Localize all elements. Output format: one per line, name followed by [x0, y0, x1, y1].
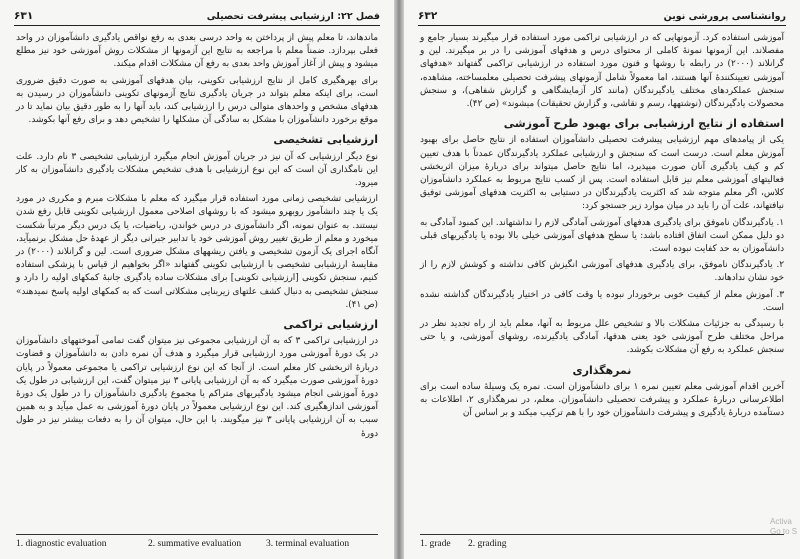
- paragraph: با رسیدگی به جزئیات مشکلات بالا و تشخیص علل مربوط به آنها، معلم باید از راه تجدید نظر در مراحل مختلف طرح آموزشی خود یعنی هدفها، آمادگی یادگیرنده، روشهای آموزشی، و یا حتی سنجش عملکرد به رفع آن مشکلات بکوشد.: [420, 319, 784, 356]
- running-title: روانشناسی پرورشی نوین: [663, 11, 786, 22]
- section-heading: ارزشیابی تشخیصی: [273, 133, 378, 147]
- footnotes: [420, 534, 784, 553]
- book-spine: [394, 0, 404, 559]
- right-page: [404, 0, 800, 559]
- footnotes: [16, 534, 378, 553]
- footnote: 2. summative evaluation: [148, 539, 242, 549]
- page-number: ۶۳۲: [418, 10, 438, 22]
- list-item: ۱. یادگیرندگان ناموفق برای یادگیری هدفهای آموزشی آمادگی لازم را نداشتهاند. این کمبود آمادگی به دو دلیل ممکن است اتفاق افتاده باشد: یا سطح هدفهای آموزشی خیلی بالا بوده یا یادگیریهای قبلی دانشآموزان به حد کفایت نبوده است.: [420, 217, 784, 255]
- footnote: 1. diagnostic evaluation: [16, 539, 107, 549]
- footnote: 3. terminal evaluation: [266, 539, 350, 549]
- activation-watermark: [770, 517, 798, 537]
- left-page: [0, 0, 394, 559]
- page-number: ۶۳۱: [14, 10, 34, 22]
- list-item: ۲. یادگیرندگان ناموفق، برای یادگیری هدفهای آموزشی انگیزش کافی نداشته و کوشش لازم را از خود نشان ندادهاند.: [420, 260, 784, 284]
- paragraph: ماندهاند، تا معلم پیش از پرداختن به واحد درسی بعدی به رفع نواقص یادگیری دانشآموزان در واحد فعلی بپردازد. ضمناً معلم با مراجعه به نتایج این آزمونها از مشکلات روش آموزشی خود نیز مطلع میشود و پیش از آغاز آموزش واحد بعدی به رفع آن مشکلات اقدام میکند.: [16, 33, 378, 70]
- page-body: [420, 32, 784, 423]
- watermark-line: Go to S: [770, 527, 798, 536]
- paragraph: ارزشیابی تشخیصی زمانی مورد استفاده قرار میگیرد که معلم با مشکلات مبرم و مکرری در مورد یک یا چند دانشآموز روبهرو میشود که با روشهای اصلاحی معمول ارزشیابی تکوینی قابل رفع شدن نیستند. به عنوان نمونه، اگر دانشآموزی در درس خواندن، ریاضیات، یا یک درس دیگر مرتباً شکست میخورد و معلم از طریق تغییر روش آموزشی خود یا تدابیر جبرانی دیگر از عهدهٔ حل مشکل برنمیآید، آنگاه اجرای یک آزمون تشخیصی و یافتن ریشههای مشکل ضروری است. لین و گرانلاند (۲۰۰۰) در مقایسهٔ ارزشیابی تشخیصی با ارزشیابی تکوینی گفتهاند «اگر بخواهیم از قیاس با پزشکی استفاده کنیم، سنجش تکوینی [ارزشیابی تکوینی] برای مشکلات ساده یادگیری جانبهٔ کمکهای اولیه را دارد و سنجش تشخیصی به دنبال کشف علتهای زیربنایی مشکلاتی است که به کمکهای اولیه پاسخ نمیدهند» (ص ۴۱).: [16, 194, 378, 310]
- section-heading: استفاده از نتایج ارزشیابی برای بهبود طرح آموزشی: [503, 117, 784, 131]
- section-heading: نمرهگذاری: [572, 363, 632, 377]
- page-body: [16, 32, 378, 444]
- footnote: 1. grade: [420, 539, 451, 549]
- section-heading: ارزشیابی تراکمی: [283, 318, 378, 332]
- paragraph: در ارزشیابی تراکمی ۳ که به آن ارزشیابی مجموعی نیز میتوان گفت تمامی آموختههای دانشآموزان در یک دورهٔ آموزشی مورد ارزشیابی قرار میگیرد و هدف آن نمره دادن به دانشآموزان و قضاوت دربارهٔ اثربخشی کار معلم است. از آنجا که این نوع ارزشیابی تراکمی یا مجموعی معمولاً در پایان دورهٔ آموزشی صورت میگیرد که به آن ارزشیابی پایانی ۳ نیز میتوان گفت، این ارزشیابی در طول یک دورهٔ آموزشی انجام میشود یادگیریهای متراکم یا مجموع یادگیری دانشآموزان را در طول یک دورهٔ آموزشی اندازهگیری کند. این نوع ارزشیابی معمولاً در پایان دورهٔ آموزشی به عمل میآید و به همین سبب به آن ارزشیابی پایانی ۳ نیز میگویند. با این حال، میتوان آن را به دفعات بیشتر نیز در طول دورهٔ: [16, 336, 379, 439]
- paragraph: آخرین اقدام آموزشی معلم تعیین نمره ۱ برای دانشآموزان است. نمره یک وسیلهٔ ساده است برای اطلاعرسانی دربارهٔ عملکرد و پیشرفت تحصیلی دانشآموزان. معلم، در نمرهگذاری ۲، اطلاعات به دستآمده دربارهٔ یادگیری و پیشرفت دانشآموزان خود را با هم ترکیب میکند و بر اساس آن: [420, 381, 784, 419]
- footnote: 2. grading: [468, 539, 507, 549]
- paragraph: یکی از پیامدهای مهم ارزشیابی پیشرفت تحصیلی دانشآموزان استفاده از نتایج حاصل برای بهبود آموزش معلم است. درست است که سنجش و ارزشیابی عملکرد یادگیرندگان عمدتاً با هدف تعیین کم و کیف یادگیری آنان صورت میپذیرد، اما نتایج حاصل میتواند برای دربارهٔ میزان اثربخشی فعالیتهای آموزشی معلم نیز قابل استفاده است. پس از کسب نتایج مربوط به عملکرد دانشآموزان کلاس، اگر معلم متوجه شد که اکثریت یادگیرندگان در دستیابی به اکثریت هدفهای آموزشی توفیق نیافتهاند، علت آن را باید در میان موارد زیر جستجو کرد:: [420, 135, 784, 212]
- watermark-line: Activa: [770, 517, 792, 526]
- paragraph: برای بهرهگیری کامل از نتایج ارزشیابی تکوینی، بیان هدفهای آموزشی به صورت دقیق ضروری است، برای اینکه معلم بتواند در جریان یادگیری نتایج آزمونهای تکوینی دانشآموزان در رسیدن به هدفهای مشخص و واحدهای متوالی درس را ارزشیابی کند، باید آنها را به طور دقیق بیان نماید تا در موقع برخورد دانشآموزان با مشکل به سادگی آن مشکلها را تشخیص دهد و برای رفع آنها بکوشد.: [16, 75, 378, 126]
- running-title: فصل ۲۲: ارزشیابی پیشرفت تحصیلی: [206, 11, 380, 22]
- paragraph: آموزشی استفاده کرد. آزمونهایی که در ارزشیابی تراکمی مورد استفاده قرار میگیرند بسیار جامع و مفصلاند. این آزمونها نمونهٔ کاملی از محتوای درس و هدفهای آموزشی را در بر میگیرند. لین و گرانلاند (۲۰۰۰) در رابطه با روشها و فنون مورد استفاده در ارزشیابی تراکمی گفتهاند «هدفهای آموزشی تعیینکنندهٔ آنها هستند، اما معمولاً شامل آزمونهای پیشرفت تحصیلی معلمساخته، مشاهده، سنجش عملکردهای مختلف یادگیرندگان (مانند کار آزمایشگاهی و گزارش شفاهی)، و سنجش محصولات یادگیرندگان (نوشتهها، رسم و نقاشی، و گزارش تحقیقات) میشوند» (ص ۴۲).: [420, 33, 784, 110]
- page-header: [418, 9, 786, 26]
- list-item: ۳. آموزش معلم از کیفیت خوبی برخوردار نبوده یا وقت کافی در اختیار یادگیرندگان گذاشته نشده است.: [420, 289, 784, 313]
- paragraph: نوع دیگر ارزشیابی که آن نیز در جریان آموزش انجام میگیرد ارزشیابی تشخیصی ۳ نام دارد. علت این نامگذاری آن است که این نوع ارزشیابی با هدف تشخیص مشکلات یادگیری دانشآموزان به کار میرود.: [16, 151, 378, 189]
- page-header: [14, 9, 380, 26]
